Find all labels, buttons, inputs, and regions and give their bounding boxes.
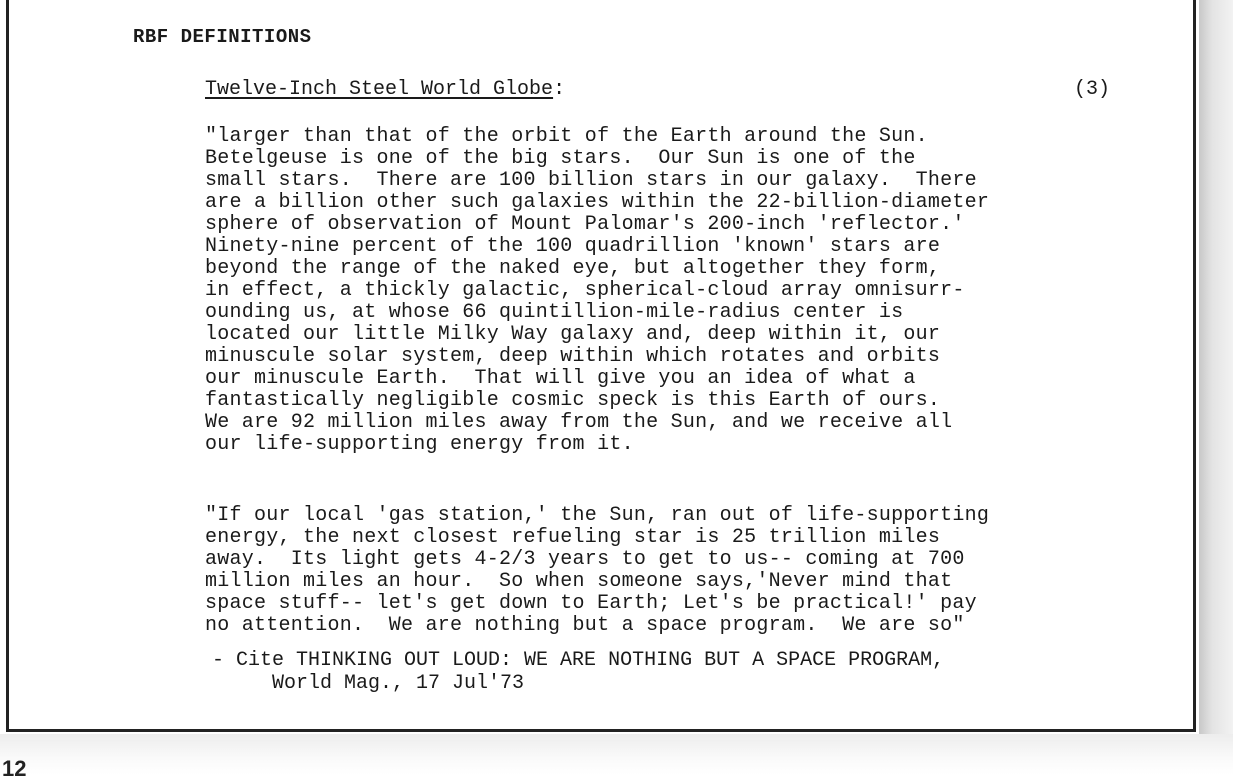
page-bottom-shadow [0,734,1233,775]
entry-title: Twelve-Inch Steel World Globe [205,78,554,101]
page-number: 12 [2,756,27,781]
citation: - Cite THINKING OUT LOUD: WE ARE NOTHING BUT A SPACE PROGRAM, World Mag., 17 Jul'73 [212,649,945,695]
entry-volume-number: (3) [1073,78,1110,101]
quote-paragraph-1: "larger than that of the orbit of the Earth around the Sun. Betelgeuse is one of the big stars. Our Sun is one of the small stars. There are 100 billion stars in our galaxy. There are a billion other such galaxies within the 22-billion-diameter sphere of observation of Mount Palomar's 200-inch 'reflector.' Ninety-nine percent of the 100 quadrillion 'known' stars are beyond the range of the naked eye, but altogether they form, in effect, a thickly galactic, spherical-cloud array omnisurr- ounding us, at whose 66 quintillion-mile-radius center is located our little Milky Way galaxy and, deep within it, our minuscule solar system, deep within which rotates and orbits our minuscule Earth. That will give you an idea of what a fantastically negligible cosmic speck is this Earth of ours. We are 92 million miles away from the Sun, and we receive all our life-supporting energy from it. [205,125,990,456]
section-header: RBF DEFINITIONS [133,26,312,48]
entry-title-row [205,78,1110,101]
quote-paragraph-2: "If our local 'gas station,' the Sun, ran out of life-supporting energy, the next closest refueling star is 25 trillion miles away. Its light gets 4-2/3 years to get to us-- coming at 700 million miles an hour. So when someone says,'Never mind that space stuff-- let's get down to Earth; Let's be practical!' pay no attention. We are nothing but a space program. We are so" [205,504,990,637]
entry-title-colon: : [553,78,566,101]
page-edge-shadow [1199,0,1233,775]
